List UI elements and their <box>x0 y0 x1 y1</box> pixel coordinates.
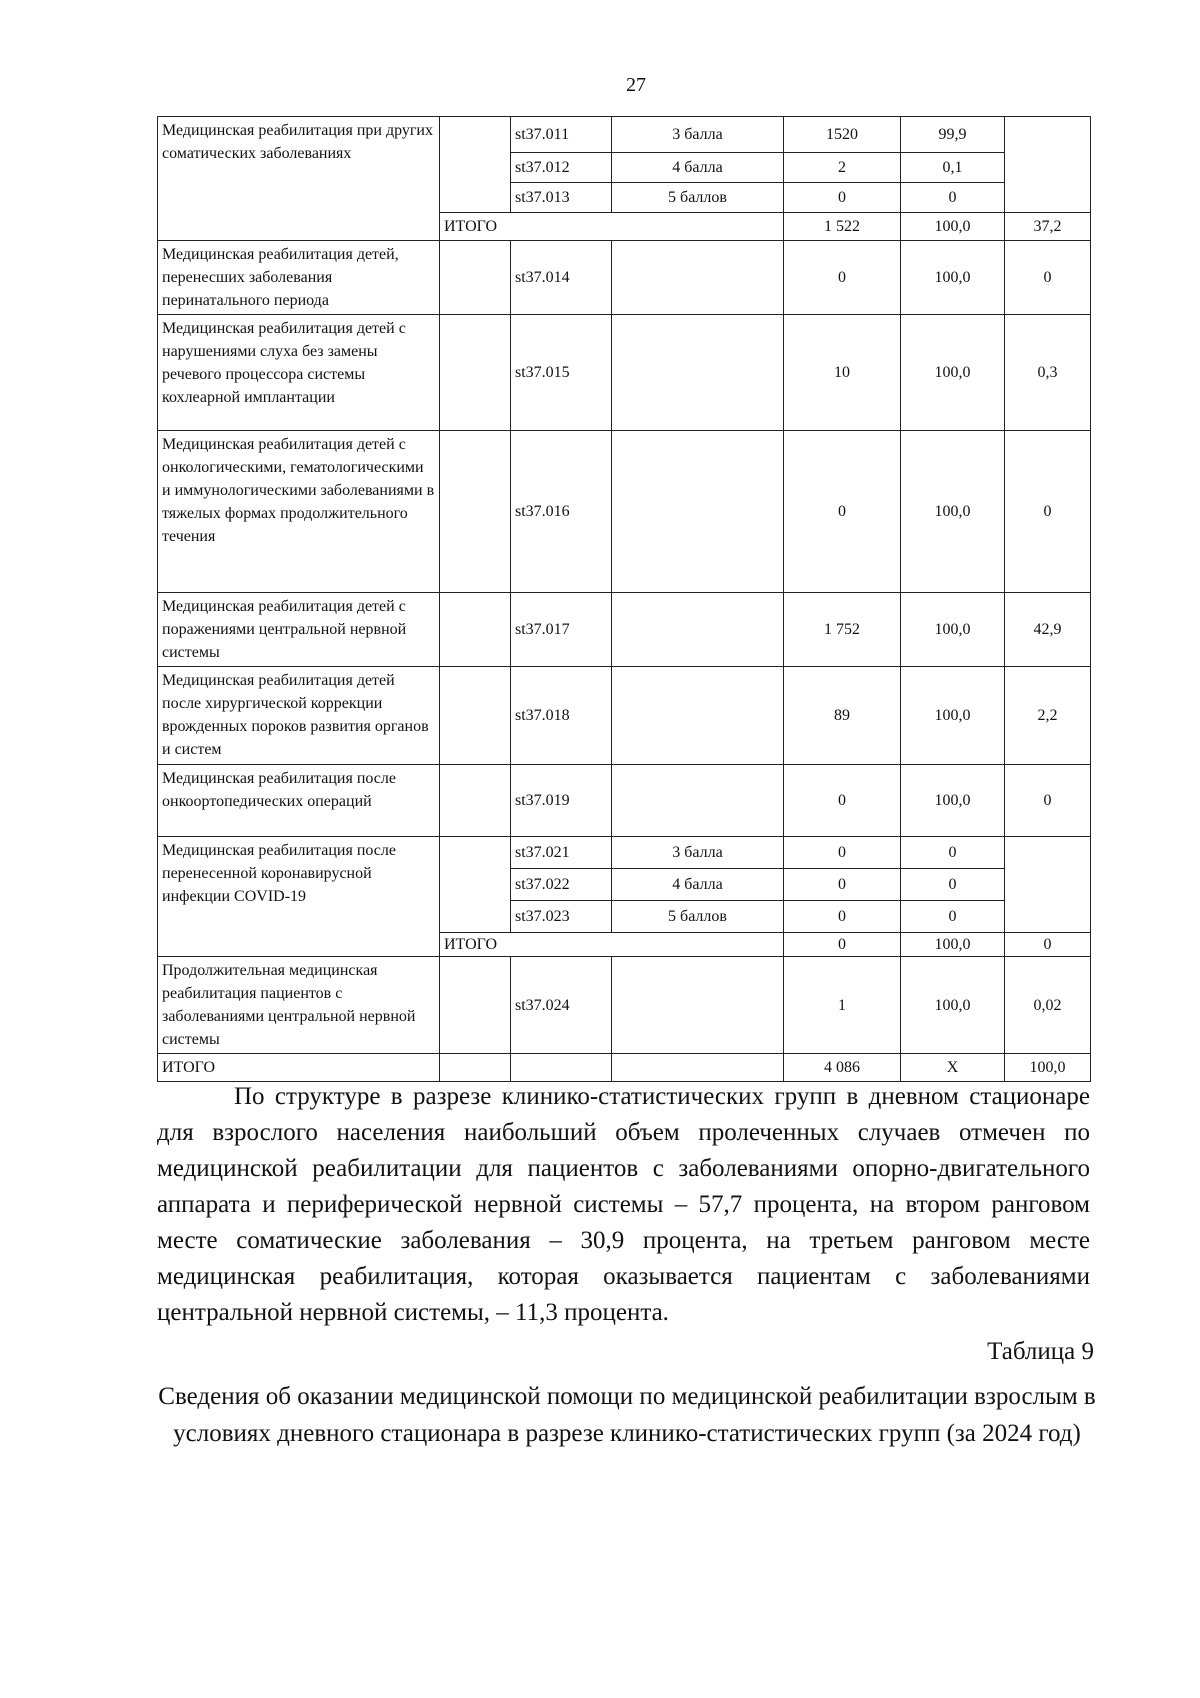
percent-cell: 0 <box>901 901 1005 933</box>
cases-cell: 0 <box>784 837 901 869</box>
ksg-code: st37.023 <box>511 901 612 933</box>
cases-cell: 0 <box>784 933 901 957</box>
group-name: Медицинская реабилитация после перенесенной коронавирусной инфекции COVID-19 <box>158 837 440 933</box>
share-cell: 0,3 <box>1005 315 1091 431</box>
table-row <box>158 241 1091 315</box>
ksg-code: st37.011 <box>511 117 612 153</box>
share-cell: 0 <box>1005 431 1091 593</box>
share-cell: 0 <box>1005 933 1091 957</box>
percent-cell: 100,0 <box>901 765 1005 837</box>
percent-cell: 100,0 <box>901 957 1005 1054</box>
percent-cell: 0 <box>901 183 1005 213</box>
share-cell: 37,2 <box>1005 213 1091 241</box>
percent-cell: 100,0 <box>901 213 1005 241</box>
group-name: Медицинская реабилитация детей с нарушениями слуха без замены речевого процессора системы кохлеарной имплантации <box>158 315 440 431</box>
share-cell: 0 <box>1005 765 1091 837</box>
score-cell: 3 балла <box>612 837 784 869</box>
cases-cell: 0 <box>784 869 901 901</box>
ksg-code: st37.019 <box>511 765 612 837</box>
percent-cell: 100,0 <box>901 315 1005 431</box>
cases-cell: 1520 <box>784 117 901 153</box>
group-name: Медицинская реабилитация детей с онкологическими, гематологическими и иммунологическими заболеваниями в тяжелых формах продолжительного течения <box>158 431 440 593</box>
table-number: Таблица 9 <box>987 1338 1094 1365</box>
table-row <box>158 667 1091 765</box>
share-cell: 100,0 <box>1005 1054 1091 1082</box>
table-caption: Сведения об оказании медицинской помощи по медицинской реабилитации взрослым в условиях дневного стационара в разрезе клинико-статистических групп (за 2024 год) <box>158 1383 1096 1447</box>
share-cell: 42,9 <box>1005 593 1091 667</box>
subtotal-row <box>158 933 1091 957</box>
score-cell: 5 баллов <box>612 901 784 933</box>
ksg-code: st37.013 <box>511 183 612 213</box>
cases-cell: 0 <box>784 183 901 213</box>
ksg-code: st37.021 <box>511 837 612 869</box>
percent-cell: 100,0 <box>901 667 1005 765</box>
rehab-table <box>157 116 1091 1082</box>
cases-cell: 89 <box>784 667 901 765</box>
ksg-code: st37.018 <box>511 667 612 765</box>
percent-cell: 100,0 <box>901 593 1005 667</box>
table-row <box>158 431 1091 593</box>
grand-total-row <box>158 1054 1091 1082</box>
score-cell: 3 балла <box>612 117 784 153</box>
cases-cell: 0 <box>784 241 901 315</box>
share-cell: 0 <box>1005 241 1091 315</box>
cases-cell: 4 086 <box>784 1054 901 1082</box>
percent-cell: 0 <box>901 837 1005 869</box>
page-number: 27 <box>626 74 646 96</box>
table-row <box>158 117 1091 153</box>
percent-cell: 99,9 <box>901 117 1005 153</box>
cases-cell: 0 <box>784 901 901 933</box>
percent-cell: 100,0 <box>901 933 1005 957</box>
ksg-code: st37.012 <box>511 153 612 183</box>
table-row <box>158 837 1091 869</box>
percent-cell: 0,1 <box>901 153 1005 183</box>
share-cell: 2,2 <box>1005 667 1091 765</box>
group-name: Продолжительная медицинская реабилитация пациентов с заболеваниями центральной нервной системы <box>158 957 440 1054</box>
ksg-code: st37.022 <box>511 869 612 901</box>
ksg-code: st37.017 <box>511 593 612 667</box>
cases-cell: 1 <box>784 957 901 1054</box>
group-name: Медицинская реабилитация детей с поражениями центральной нервной системы <box>158 593 440 667</box>
score-cell: 5 баллов <box>612 183 784 213</box>
cases-cell: 1 522 <box>784 213 901 241</box>
table-row <box>158 593 1091 667</box>
subtotal-label: ИТОГО <box>440 213 784 241</box>
ksg-code: st37.016 <box>511 431 612 593</box>
table-row <box>158 957 1091 1054</box>
percent-cell: 100,0 <box>901 241 1005 315</box>
grand-total-label: ИТОГО <box>158 1054 440 1082</box>
score-cell: 4 балла <box>612 869 784 901</box>
percent-cell: 100,0 <box>901 431 1005 593</box>
ksg-code: st37.024 <box>511 957 612 1054</box>
cases-cell: 0 <box>784 431 901 593</box>
table-row <box>158 315 1091 431</box>
cases-cell: 2 <box>784 153 901 183</box>
share-cell: 0,02 <box>1005 957 1091 1054</box>
group-name: Медицинская реабилитация после онкоортопедических операций <box>158 765 440 837</box>
subtotal-row <box>158 213 1091 241</box>
group-name: Медицинская реабилитация детей после хирургической коррекции врожденных пороков развития органов и систем <box>158 667 440 765</box>
percent-cell: Х <box>901 1054 1005 1082</box>
subtotal-label: ИТОГО <box>440 933 784 957</box>
cases-cell: 0 <box>784 765 901 837</box>
cases-cell: 10 <box>784 315 901 431</box>
summary-paragraph: По структуре в разрезе клинико-статистических групп в дневном стационаре для взрослого населения наибольший объем пролеченных случаев отмечен по медицинской реабилитации для пациентов с заболеваниями опорно-двигательного аппарата и периферической нервной системы – 57,7 процента, на втором ранговом месте соматические заболевания – 30,9 процента, на третьем ранговом месте медицинская реабилитация, которая оказывается пациентам с заболеваниями центральной нервной системы, – 11,3 процента. <box>157 1083 1090 1326</box>
score-cell: 4 балла <box>612 153 784 183</box>
percent-cell: 0 <box>901 869 1005 901</box>
cases-cell: 1 752 <box>784 593 901 667</box>
table-row <box>158 765 1091 837</box>
ksg-code: st37.015 <box>511 315 612 431</box>
ksg-code: st37.014 <box>511 241 612 315</box>
group-name: Медицинская реабилитация при других соматических заболеваниях <box>158 117 440 213</box>
group-name: Медицинская реабилитация детей, перенесших заболевания перинатального периода <box>158 241 440 315</box>
